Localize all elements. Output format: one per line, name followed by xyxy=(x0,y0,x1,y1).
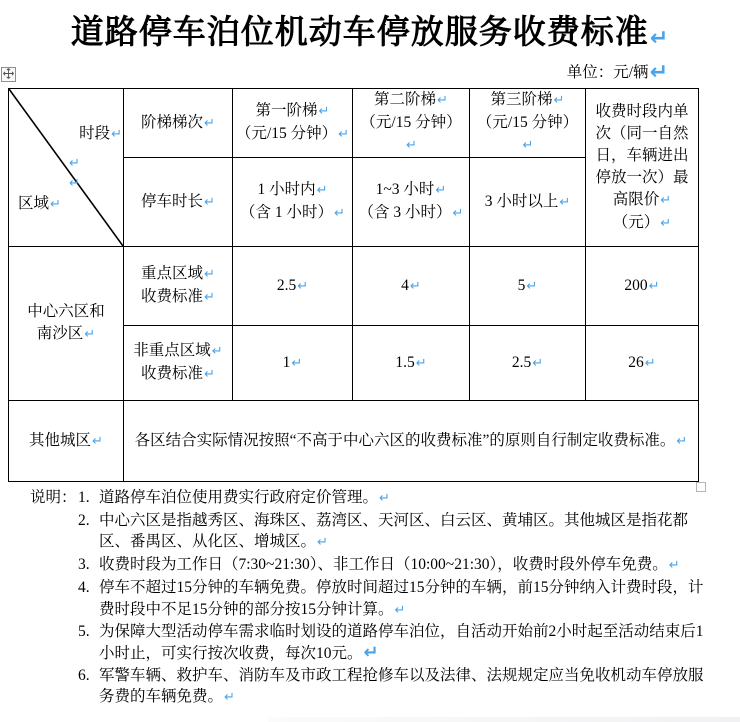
cell-duration-3[interactable]: 3 小时以上↵ xyxy=(470,158,586,247)
paragraph-mark-icon: ↵ xyxy=(676,433,688,449)
paragraph-mark-icon: ↵ xyxy=(363,641,379,663)
paragraph-mark-icon: ↵ xyxy=(92,433,103,449)
note-item-2: 2. 中心六区是指越秀区、海珠区、荔湾区、天河区、白云区、黄埔区。其他城区是指花都区、番禺区、从化区、增城区。↵ xyxy=(78,510,714,554)
paragraph-mark-icon: ↵ xyxy=(668,558,680,574)
cell-nonkey-tier2-value[interactable]: 1.5↵ xyxy=(353,326,470,401)
note-item-1: 1. 道路停车泊位使用费实行政府定价管理。↵ xyxy=(78,487,714,510)
cell-duration-1[interactable]: 1 小时内↵ （含 1 小时）↵ xyxy=(233,158,353,247)
cell-nonkey-area-label[interactable]: 非重点区域↵ 收费标准↵ xyxy=(124,326,233,401)
paragraph-mark-icon: ↵ xyxy=(660,192,672,208)
cell-tier1-name[interactable]: 第一阶梯↵ （元/15 分钟）↵ xyxy=(233,89,353,158)
paragraph-mark-icon: ↵ xyxy=(204,290,215,305)
cell-cap-header[interactable]: 收费时段内单次（同一自然日，车辆进出停放一次）最高限价↵ （元）↵ xyxy=(586,89,699,247)
cell-key-cap-value[interactable]: 200↵ xyxy=(586,247,699,326)
note-item-6: 6. 军警车辆、救护车、消防车及市政工程抢修车以及法律、法规规定应当免收机动车停放服务费的车辆免费。↵ xyxy=(78,665,714,709)
note-number: 6. xyxy=(78,666,90,684)
note-number: 2. xyxy=(78,511,90,529)
cell-tier-header[interactable]: 阶梯梯次↵ xyxy=(124,89,233,158)
paragraph-mark-icon: ↵ xyxy=(338,127,350,142)
notes-section[interactable] xyxy=(30,487,714,709)
cell-region-central[interactable]: 中心六区和 南沙区↵ xyxy=(9,247,124,401)
paragraph-mark-icon: ↵ xyxy=(532,355,544,371)
paragraph-mark-icon: ↵ xyxy=(69,156,80,171)
paragraph-mark-icon: ↵ xyxy=(204,367,215,382)
cell-tier2-name[interactable]: 第二阶梯↵ （元/15 分钟）↵ xyxy=(353,89,470,158)
paragraph-mark-icon: ↵ xyxy=(111,127,122,142)
table-move-handle[interactable] xyxy=(1,67,16,82)
cell-key-tier2-value[interactable]: 4↵ xyxy=(353,247,470,326)
paragraph-mark-icon: ↵ xyxy=(553,93,565,108)
paragraph-mark-icon: ↵ xyxy=(50,197,61,212)
paragraph-mark-icon: ↵ xyxy=(435,183,447,198)
paragraph-mark-icon: ↵ xyxy=(204,267,215,282)
corner-region-label: 区域↵ xyxy=(18,195,61,212)
page-edge-shadow xyxy=(268,717,740,722)
note-item-4: 4. 停车不超过15分钟的车辆免费。停放时间超过15分钟的车辆，前15分钟纳入计费时段，计费时段中不足15分钟的部分按15分钟计算。↵ xyxy=(78,577,714,621)
cell-nonkey-cap-value[interactable]: 26↵ xyxy=(586,326,699,401)
paragraph-mark-icon: ↵ xyxy=(69,176,80,191)
paragraph-mark-icon: ↵ xyxy=(660,215,672,231)
paragraph-mark-icon: ↵ xyxy=(316,183,328,198)
paragraph-mark-icon: ↵ xyxy=(437,93,448,108)
paragraph-mark-icon: ↵ xyxy=(379,491,390,506)
paragraph-mark-icon: ↵ xyxy=(84,327,96,342)
unit-label-text: 单位：元/辆 xyxy=(566,64,649,81)
page-title[interactable] xyxy=(0,6,740,53)
paragraph-mark-icon: ↵ xyxy=(406,138,417,153)
cell-nonkey-tier3-value[interactable]: 2.5↵ xyxy=(470,326,586,401)
note-item-3: 3. 收费时段为工作日（7:30~21:30）、非工作日（10:00~21:30），收费时段外停车免费。↵ xyxy=(78,554,714,577)
note-number: 3. xyxy=(78,556,90,574)
cell-corner-region-period[interactable] xyxy=(9,89,124,247)
paragraph-mark-icon: ↵ xyxy=(297,278,309,294)
corner-period-label: 时段↵ xyxy=(79,125,122,142)
diagonal-divider xyxy=(9,89,123,246)
cell-region-other[interactable]: 其他城区↵ xyxy=(9,401,124,482)
paragraph-mark-icon: ↵ xyxy=(394,602,406,618)
paragraph-mark-icon: ↵ xyxy=(204,115,215,131)
paragraph-mark-icon: ↵ xyxy=(317,535,328,551)
cell-duration-header[interactable]: 停车时长↵ xyxy=(124,158,233,247)
paragraph-mark-icon: ↵ xyxy=(409,278,421,294)
move-cross-icon xyxy=(3,66,14,84)
note-item-5: 5. 为保障大型活动停车需求临时划设的道路停车泊位，自活动开始前2小时起至活动结束后1小时止，可实行按次收费，每次10元。↵ xyxy=(78,623,704,663)
paragraph-mark-icon: ↵ xyxy=(415,355,427,371)
paragraph-mark-icon: ↵ xyxy=(291,355,303,371)
paragraph-mark-icon: ↵ xyxy=(334,206,345,221)
page-title-text: 道路停车泊位机动车停放服务收费标准 xyxy=(70,13,649,50)
fee-table xyxy=(8,88,699,482)
paragraph-mark-icon: ↵ xyxy=(559,194,571,210)
paragraph-mark-icon: ↵ xyxy=(648,278,660,294)
note-number: 5. xyxy=(78,623,90,641)
paragraph-mark-icon: ↵ xyxy=(649,60,668,85)
cell-tier3-name[interactable]: 第三阶梯↵ （元/15 分钟）↵ xyxy=(470,89,586,158)
paragraph-mark-icon: ↵ xyxy=(318,104,330,119)
note-number: 4. xyxy=(78,578,90,596)
notes-label: 说明： xyxy=(30,489,77,506)
paragraph-mark-icon: ↵ xyxy=(452,206,464,221)
paragraph-mark-icon: ↵ xyxy=(526,278,538,294)
cell-nonkey-tier1-value[interactable]: 1↵ xyxy=(233,326,353,401)
paragraph-mark-icon: ↵ xyxy=(522,138,534,153)
paragraph-mark-icon: ↵ xyxy=(649,26,670,51)
paragraph-mark-icon: ↵ xyxy=(211,344,223,359)
paragraph-mark-icon: ↵ xyxy=(204,194,215,210)
paragraph-mark-icon: ↵ xyxy=(224,690,235,706)
unit-label[interactable] xyxy=(567,60,668,84)
note-number: 1. xyxy=(78,489,90,506)
cell-duration-2[interactable]: 1~3 小时↵ （含 3 小时）↵ xyxy=(353,158,470,247)
cell-other-region-policy[interactable]: 各区结合实际情况按照“不高于中心六区的收费标准”的原则自行制定收费标准。↵ xyxy=(124,401,699,482)
cell-key-tier3-value[interactable]: 5↵ xyxy=(470,247,586,326)
cell-key-tier1-value[interactable]: 2.5↵ xyxy=(233,247,353,326)
cell-key-area-label[interactable]: 重点区域↵ 收费标准↵ xyxy=(124,247,233,326)
paragraph-mark-icon: ↵ xyxy=(644,355,656,371)
